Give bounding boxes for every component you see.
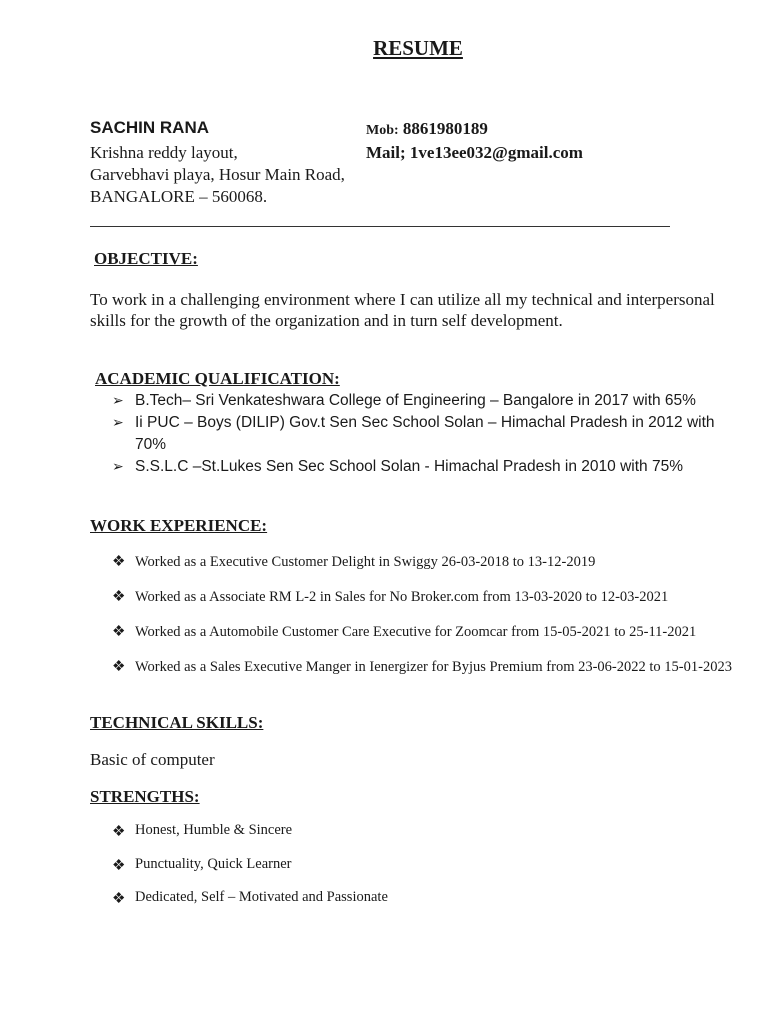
resume-title: RESUME: [373, 36, 463, 60]
arrow-bullet-icon: ➢: [112, 414, 124, 430]
address-line-1: Krishna reddy layout,: [90, 143, 238, 162]
work-heading: WORK EXPERIENCE:: [90, 516, 268, 535]
address-line-2: Garvebhavi playa, Hosur Main Road,: [90, 165, 345, 184]
objective-heading: OBJECTIVE:: [94, 249, 198, 268]
academic-item: ➢ S.S.L.C –St.Lukes Sen Sec School Solan - Himachal Pradesh in 2010 with 75%: [112, 456, 732, 478]
strength-item: ❖ Dedicated, Self – Motivated and Passionate: [112, 889, 388, 907]
academic-heading: ACADEMIC QUALIFICATION:: [95, 369, 340, 388]
skills-heading: TECHNICAL SKILLS:: [90, 713, 264, 732]
strengths-heading: STRENGTHS:: [90, 787, 200, 806]
four-diamond-bullet-icon: ❖: [112, 858, 126, 874]
four-diamond-bullet-icon: ❖: [112, 659, 126, 675]
work-item: ❖ Worked as a Associate RM L-2 in Sales for No Broker.com from 13-03-2020 to 12-03-2021: [112, 587, 742, 608]
academic-item: ➢ Ii PUC – Boys (DILIP) Gov.t Sen Sec School Solan – Himachal Pradesh in 2012 with 70%: [112, 414, 715, 453]
four-diamond-bullet-icon: ❖: [112, 824, 126, 840]
four-diamond-bullet-icon: ❖: [112, 624, 126, 640]
four-diamond-bullet-icon: ❖: [112, 891, 126, 907]
academic-list: [112, 390, 732, 478]
four-diamond-bullet-icon: ❖: [112, 589, 126, 605]
objective-text: To work in a challenging environment where I can utilize all my technical and interpersonal skills for the growth of the organization and in turn self development.: [90, 290, 715, 330]
strength-item: ❖ Punctuality, Quick Learner: [112, 856, 292, 874]
four-diamond-bullet-icon: ❖: [112, 554, 126, 570]
skills-text: Basic of computer: [90, 750, 215, 769]
mobile-label: Mob:: [366, 123, 399, 138]
mobile-number: 8861980189: [402, 119, 488, 138]
academic-item: ➢ B.Tech– Sri Venkateshwara College of Engineering – Bangalore in 2017 with 65%: [112, 390, 732, 412]
arrow-bullet-icon: ➢: [112, 392, 124, 408]
mobile-line: [366, 119, 488, 139]
work-item: ❖ Worked as a Executive Customer Delight in Swiggy 26-03-2018 to 13-12-2019: [112, 552, 742, 573]
header-divider: [90, 226, 670, 227]
strength-item: ❖ Honest, Humble & Sincere: [112, 822, 293, 840]
email-line: Mail; 1ve13ee032@gmail.com: [366, 143, 583, 162]
work-item: ❖ Worked as a Automobile Customer Care Executive for Zoomcar from 15-05-2021 to 25-11-2021: [112, 622, 742, 643]
arrow-bullet-icon: ➢: [112, 457, 124, 474]
address-line-3: BANGALORE – 560068.: [90, 187, 268, 206]
candidate-name: SACHIN RANA: [90, 118, 209, 137]
work-item: ❖ Worked as a Sales Executive Manger in Ienergizer for Byjus Premium from 23-06-2022 to 15-01-2023: [112, 657, 742, 678]
